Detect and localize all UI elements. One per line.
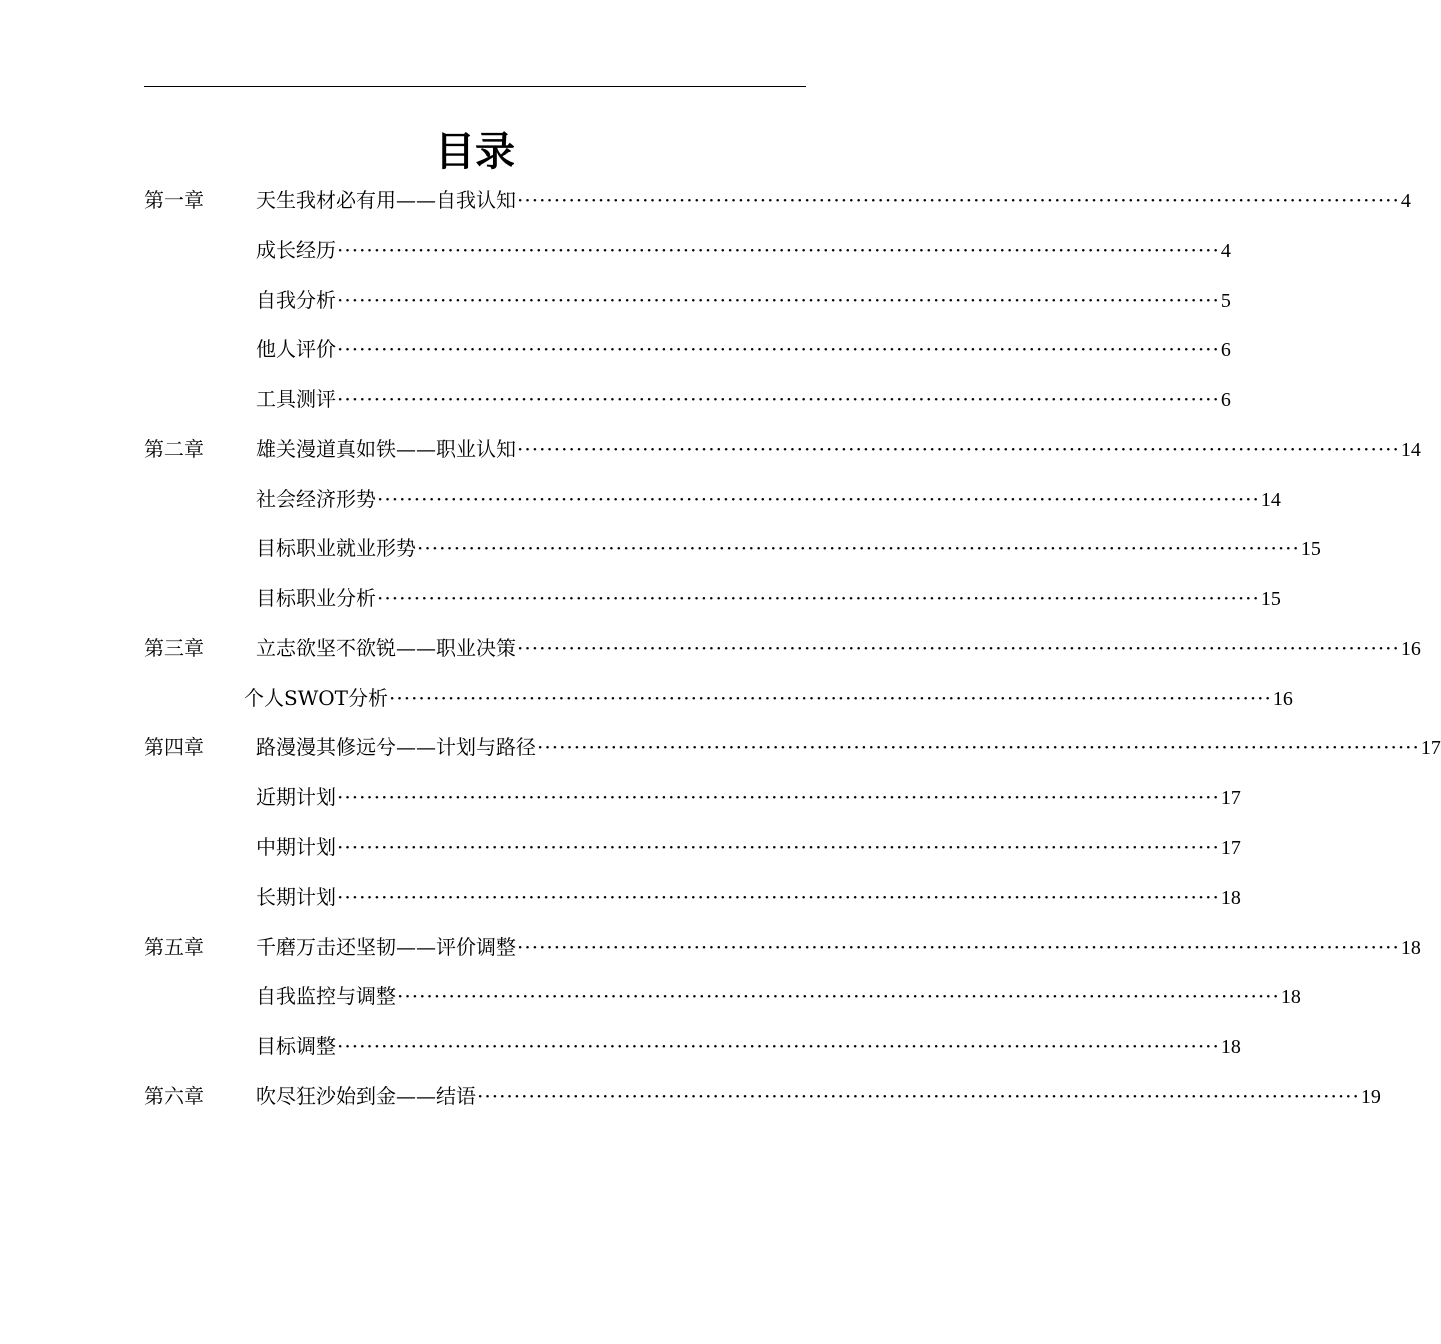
entry-title: 成长经历	[256, 238, 336, 262]
toc-row	[0, 530, 1321, 566]
page-number: 14	[1260, 489, 1281, 511]
entry-title: 个人SWOT分析	[244, 686, 388, 710]
entry-title: 中期计划	[256, 835, 336, 859]
page-number: 18	[1220, 887, 1241, 909]
page-number: 17	[1420, 737, 1441, 759]
toc-entry-link[interactable]	[256, 580, 1281, 617]
entry-title: 雄关漫道真如铁——职业认知	[256, 437, 516, 461]
dot-leader: ························································································································	[417, 536, 1300, 560]
toc-row	[0, 182, 1411, 218]
dot-leader: ························································································································	[517, 935, 1400, 959]
toc-entry-link[interactable]	[256, 879, 1241, 916]
toc-row	[0, 1028, 1241, 1064]
toc-row	[0, 431, 1421, 467]
toc-row	[0, 929, 1421, 965]
dot-leader: ························································································································	[337, 885, 1220, 909]
toc-entry-link[interactable]	[256, 829, 1241, 866]
toc-entry-link[interactable]	[256, 331, 1231, 368]
chapter-label: 第一章	[144, 188, 204, 212]
page-number: 19	[1360, 1086, 1381, 1108]
toc-row	[0, 232, 1231, 268]
chapter-label: 第三章	[144, 636, 204, 660]
chapter-label: 第四章	[144, 735, 204, 759]
entry-title: 目标职业分析	[256, 586, 376, 610]
entry-title: 路漫漫其修远兮——计划与路径	[256, 735, 536, 759]
toc-row	[0, 779, 1241, 815]
toc-row	[0, 680, 1293, 716]
dot-leader: ························································································································	[517, 188, 1400, 212]
toc-row	[0, 580, 1281, 616]
entry-title: 立志欲坚不欲锐——职业决策	[256, 636, 516, 660]
page-number: 16	[1400, 638, 1421, 660]
page-number: 6	[1220, 339, 1231, 361]
chapter-label: 第二章	[144, 437, 204, 461]
entry-title: 工具测评	[256, 387, 336, 411]
dot-leader: ························································································································	[389, 686, 1272, 710]
toc-entry-link[interactable]	[256, 1028, 1241, 1065]
toc-entry-link[interactable]	[256, 929, 1421, 966]
page-number: 18	[1400, 937, 1421, 959]
dot-leader: ························································································································	[337, 288, 1220, 312]
toc-entry-link[interactable]	[256, 978, 1301, 1015]
page-number: 17	[1220, 837, 1241, 859]
toc-row	[0, 630, 1421, 666]
dot-leader: ························································································································	[537, 735, 1420, 759]
page-number: 14	[1400, 439, 1421, 461]
page-number: 18	[1280, 986, 1301, 1008]
toc-row	[0, 481, 1281, 517]
chapter-label: 第六章	[144, 1084, 204, 1108]
toc-entry-link[interactable]	[256, 232, 1231, 269]
dot-leader: ························································································································	[337, 387, 1220, 411]
dot-leader: ························································································································	[337, 337, 1220, 361]
toc-entry-link[interactable]	[256, 1078, 1381, 1115]
page-number: 16	[1272, 688, 1293, 710]
toc-entry-link[interactable]	[256, 779, 1241, 816]
dot-leader: ························································································································	[517, 437, 1400, 461]
toc-row	[0, 1078, 1381, 1114]
entry-title: 千磨万击还坚韧——评价调整	[256, 935, 516, 959]
toc-row	[0, 879, 1241, 915]
page-number: 4	[1400, 190, 1411, 212]
dot-leader: ························································································································	[337, 238, 1220, 262]
dot-leader: ························································································································	[377, 586, 1260, 610]
page-title: 目录	[435, 129, 515, 175]
dot-leader: ························································································································	[337, 835, 1220, 859]
page-number: 6	[1220, 389, 1231, 411]
header-rule	[144, 86, 806, 87]
page-number: 4	[1220, 240, 1231, 262]
toc-entry-link[interactable]	[256, 431, 1421, 468]
dot-leader: ························································································································	[337, 785, 1220, 809]
page-number: 18	[1220, 1036, 1241, 1058]
toc-entry-link[interactable]	[256, 282, 1231, 319]
page-number: 5	[1220, 290, 1231, 312]
dot-leader: ························································································································	[477, 1084, 1360, 1108]
entry-title: 自我监控与调整	[256, 984, 396, 1008]
toc-row	[0, 331, 1231, 367]
page-number: 17	[1220, 787, 1241, 809]
entry-title: 目标职业就业形势	[256, 536, 416, 560]
toc-entry-link[interactable]	[256, 481, 1281, 518]
toc-row	[0, 978, 1301, 1014]
dot-leader: ························································································································	[337, 1034, 1220, 1058]
entry-title: 他人评价	[256, 337, 336, 361]
entry-title: 自我分析	[256, 288, 336, 312]
toc-entry-link[interactable]	[256, 182, 1411, 219]
toc-row	[0, 282, 1231, 318]
toc-entry-link[interactable]	[256, 729, 1441, 766]
chapter-label: 第五章	[144, 935, 204, 959]
entry-title: 长期计划	[256, 885, 336, 909]
toc-row	[0, 729, 1441, 765]
toc-entry-link[interactable]	[244, 680, 1293, 717]
dot-leader: ························································································································	[377, 487, 1260, 511]
entry-title: 近期计划	[256, 785, 336, 809]
entry-title: 吹尽狂沙始到金——结语	[256, 1084, 476, 1108]
dot-leader: ························································································································	[517, 636, 1400, 660]
page-number: 15	[1300, 538, 1321, 560]
toc-row	[0, 829, 1241, 865]
entry-title: 社会经济形势	[256, 487, 376, 511]
toc-entry-link[interactable]	[256, 381, 1231, 418]
dot-leader: ························································································································	[397, 984, 1280, 1008]
toc-row	[0, 381, 1231, 417]
page-number: 15	[1260, 588, 1281, 610]
toc-entry-link[interactable]	[256, 630, 1421, 667]
entry-title: 天生我材必有用——自我认知	[256, 188, 516, 212]
toc-entry-link[interactable]	[256, 530, 1321, 567]
entry-title: 目标调整	[256, 1034, 336, 1058]
